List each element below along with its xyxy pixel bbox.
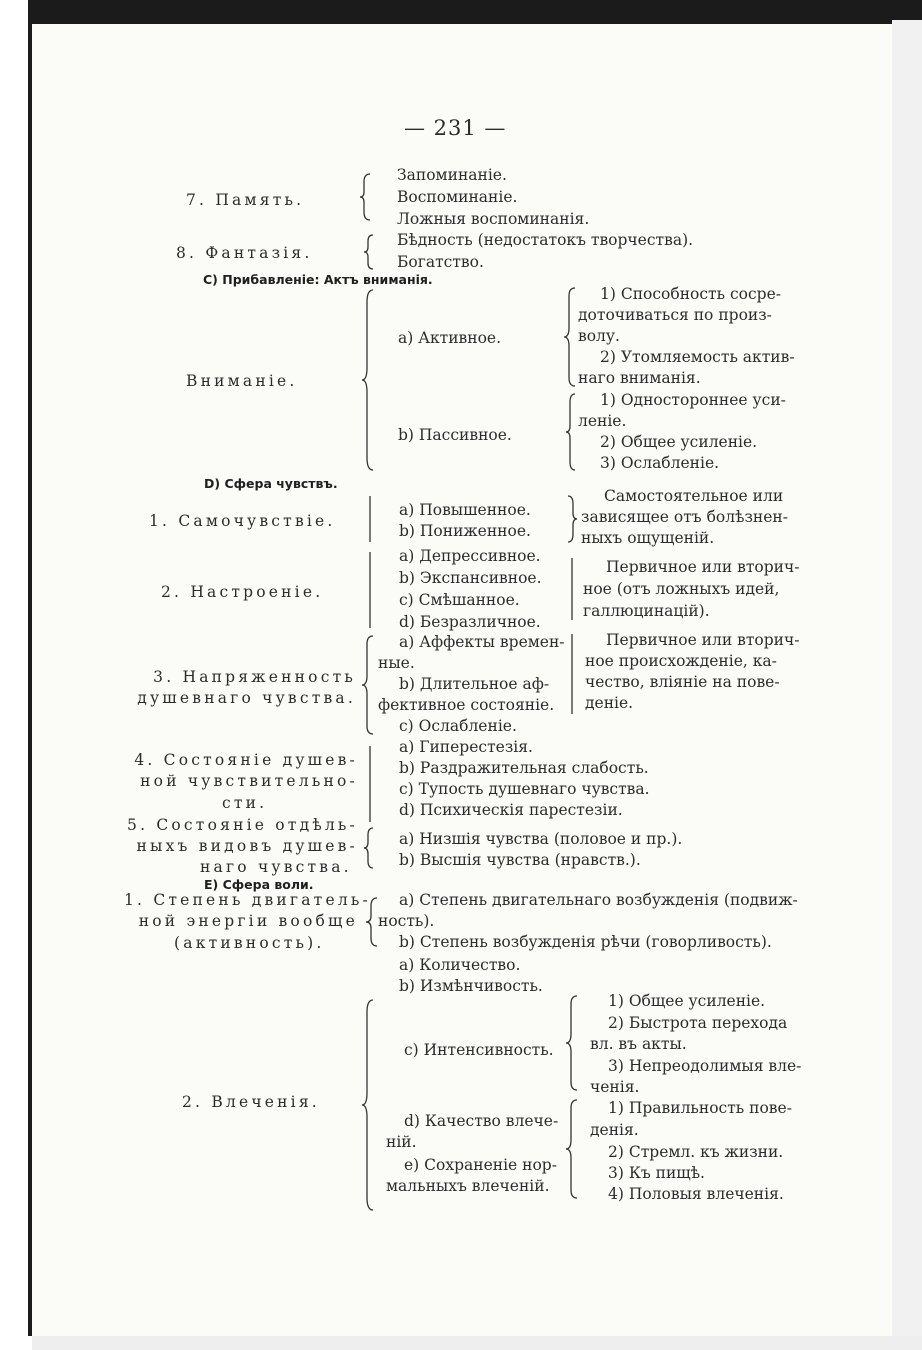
tension-brace <box>362 634 376 736</box>
memory-label: 7. Память. <box>186 191 305 209</box>
fantasy-label: 8. Фантазія. <box>176 244 313 262</box>
wellbeing-brace <box>366 494 374 544</box>
passive-note-3: 2) Общее усиленіе. <box>600 433 758 451</box>
intensity-note-3: вл. въ акты. <box>590 1035 687 1053</box>
wellbeing-item-1: a) Повышенное. <box>399 501 531 519</box>
motor-item-2: ность). <box>378 912 435 930</box>
passive-note-4: 3) Ослабленіе. <box>600 454 720 472</box>
memory-item-3: Ложныя воспоминанія. <box>397 210 590 228</box>
attention-active-brace <box>564 286 578 388</box>
drives-preservation-1: e) Сохраненіе нор- <box>404 1156 557 1174</box>
fantasy-item-1: Бѣдность (недостатокъ творчества). <box>397 231 694 249</box>
quality-note-3: 2) Стремл. къ жизни. <box>608 1143 784 1161</box>
active-note-3: волу. <box>578 327 620 345</box>
drives-item-a: a) Количество. <box>399 956 521 974</box>
motor-label-1: 1. Степень двигатель- <box>124 891 371 909</box>
scan-bottom-margin <box>32 1336 922 1350</box>
tension-note-3: чество, вліяніе на пове- <box>585 673 780 691</box>
wellbeing-note-1: Самостоятельное или <box>604 487 784 505</box>
mood-note-1: Первичное или вторич- <box>606 558 800 576</box>
tension-note-brace <box>568 632 576 716</box>
page-number: — 231 — <box>404 116 507 140</box>
motor-label-2: ной энергіи вообще <box>138 912 358 930</box>
sensitivity-label-3: сти. <box>222 794 268 812</box>
mood-item-3: c) Смѣшанное. <box>399 591 520 609</box>
intensity-brace <box>566 994 580 1092</box>
sensitivity-brace <box>366 744 374 824</box>
intensity-note-5: ченія. <box>590 1078 640 1096</box>
tension-note-1: Первичное или вторич- <box>606 631 800 649</box>
sensitivity-label-2: ной чувствительно- <box>140 772 358 790</box>
heading-d: D) Сфера чувствъ. <box>204 476 338 491</box>
intensity-note-4: 3) Непреодолимыя вле- <box>608 1057 802 1075</box>
wellbeing-item-2: b) Пониженное. <box>399 522 531 540</box>
wellbeing-note-brace <box>566 494 578 544</box>
intensity-note-1: 1) Общее усиленіе. <box>608 992 766 1010</box>
kinds-brace <box>364 826 376 870</box>
tension-note-2: ное происхожденіе, ка- <box>585 652 777 670</box>
drives-quality-1: d) Качество влече- <box>404 1112 559 1130</box>
tension-label-2: душевнаго чувства. <box>137 689 356 707</box>
attention-label: Вниманіе. <box>186 372 298 390</box>
attention-passive-brace <box>566 392 578 472</box>
passive-note-1: 1) Одностороннее уси- <box>600 391 786 409</box>
drives-label: 2. Влеченія. <box>182 1093 320 1111</box>
wellbeing-label: 1. Самочувствіе. <box>149 512 336 530</box>
quality-brace <box>566 1098 580 1200</box>
wellbeing-note-2: зависящее отъ болѣзнен- <box>581 508 788 526</box>
memory-item-1: Запоминаніе. <box>397 166 507 184</box>
attention-brace <box>362 288 376 472</box>
memory-item-2: Воспоминаніе. <box>397 188 518 206</box>
quality-note-5: 4) Половыя влеченія. <box>608 1185 784 1203</box>
sensitivity-label-1: 4. Состояніе душев- <box>134 751 358 769</box>
kinds-label-1: 5. Состояніе отдѣль- <box>127 816 358 834</box>
active-note-5: наго вниманія. <box>578 369 701 387</box>
mood-brace <box>366 550 374 630</box>
sensitivity-item-4: d) Психическія парестезіи. <box>399 801 623 819</box>
fantasy-item-2: Богатство. <box>397 253 484 271</box>
kinds-item-2: b) Высшія чувства (нравств.). <box>399 851 641 869</box>
motor-item-3: b) Степень возбужденія рѣчи (говорливость). <box>399 933 772 951</box>
scan-top-edge <box>28 0 922 24</box>
quality-note-1: 1) Правильность пове- <box>608 1099 792 1117</box>
active-note-2: доточиваться по произ- <box>578 306 772 324</box>
kinds-item-1: a) Низшія чувства (половое и пр.). <box>399 830 683 848</box>
kinds-label-3: наго чувства. <box>200 858 352 876</box>
heading-e: Е) Сфера воли. <box>204 877 314 892</box>
tension-item-1: a) Аффекты времен- <box>399 633 565 651</box>
tension-item-4: фективное состояніе. <box>378 696 555 714</box>
quality-note-2: денія. <box>590 1121 639 1139</box>
mood-item-1: a) Депрессивное. <box>399 547 541 565</box>
drives-quality-2: ній. <box>386 1133 417 1151</box>
sensitivity-item-1: a) Гиперестезія. <box>399 738 533 756</box>
sensitivity-item-3: c) Тупость душевнаго чувства. <box>399 780 650 798</box>
motor-label-3: (активность). <box>174 934 325 952</box>
heading-c: С) Прибавленіе: Актъ вниманія. <box>203 272 433 287</box>
attention-passive-label: b) Пассивное. <box>398 426 512 444</box>
active-note-4: 2) Утомляемость актив- <box>600 348 795 366</box>
memory-brace <box>360 172 374 222</box>
mood-item-4: d) Безразличное. <box>399 613 541 631</box>
drives-preservation-2: мальныхъ влеченій. <box>386 1177 550 1195</box>
kinds-label-2: ныхъ видовъ душев- <box>136 837 358 855</box>
drives-brace <box>362 998 376 1212</box>
tension-note-4: деніе. <box>585 694 634 712</box>
scan-right-margin <box>892 20 922 1350</box>
mood-note-2: ное (отъ ложныхъ идей, <box>583 580 780 598</box>
quality-note-4: 3) Къ пищѣ. <box>608 1164 705 1182</box>
mood-label: 2. Настроеніе. <box>161 583 324 601</box>
tension-item-2: ные. <box>378 654 415 672</box>
sensitivity-item-2: b) Раздражительная слабость. <box>399 759 649 777</box>
active-note-1: 1) Способность сосре- <box>600 285 782 303</box>
tension-item-5: c) Ослабленіе. <box>399 717 517 735</box>
tension-item-3: b) Длительное аф- <box>399 675 550 693</box>
tension-label-1: 3. Напряженность <box>153 668 356 686</box>
mood-note-3: галлюцинацій). <box>583 602 710 620</box>
fantasy-brace <box>364 233 376 271</box>
mood-item-2: b) Экспансивное. <box>399 569 542 587</box>
drives-item-b: b) Измѣнчивость. <box>399 977 543 995</box>
attention-active-label: a) Активное. <box>398 329 502 347</box>
intensity-note-2: 2) Быстрота перехода <box>608 1014 788 1032</box>
passive-note-2: леніе. <box>578 412 627 430</box>
mood-note-brace <box>568 556 576 622</box>
drives-intensity-label: c) Интенсивность. <box>404 1041 554 1059</box>
wellbeing-note-3: ныхъ ощущеній. <box>581 529 715 547</box>
motor-item-1: a) Степень двигательнаго возбужденія (подвиж- <box>399 891 798 909</box>
